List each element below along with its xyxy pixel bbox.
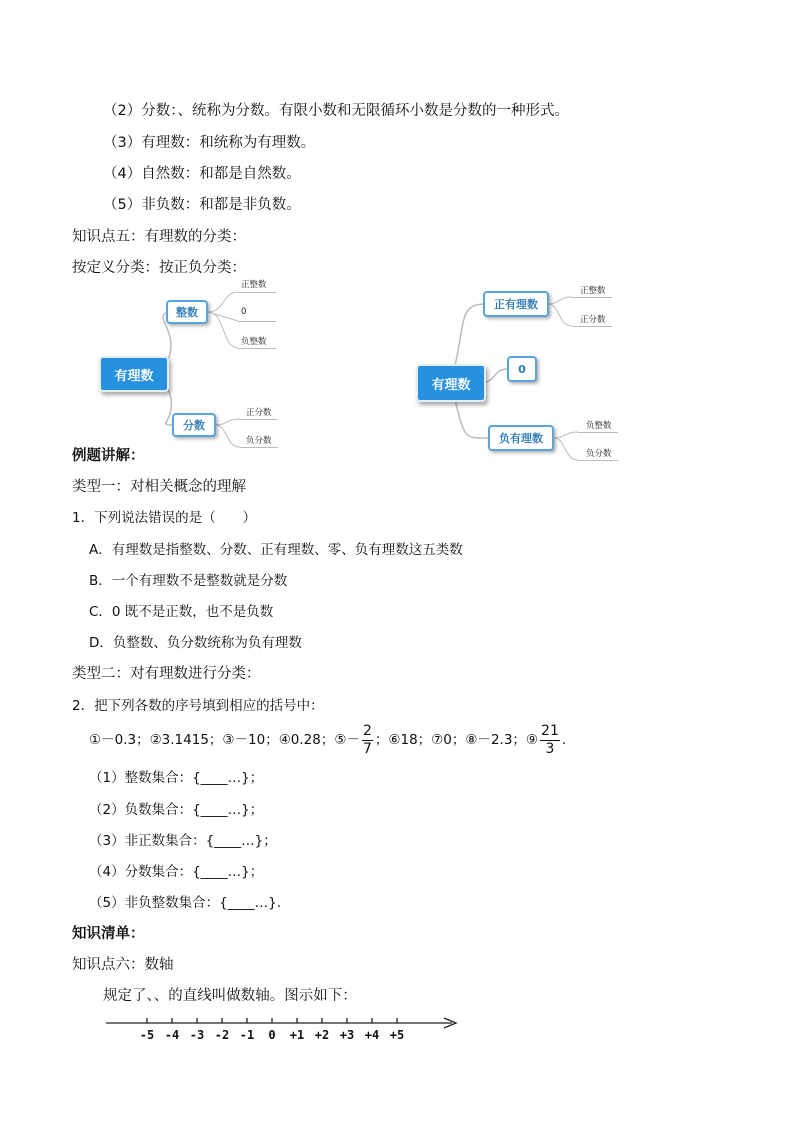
map2-leaf-positive-fraction: 正分数 [580,315,606,325]
fraction-numerator: 21 [541,722,559,739]
set-nonnegative-integers: （5）非负整数集合：{____…}. [89,895,282,911]
number-line-tick-label: +4 [364,1028,380,1042]
number-line-tick-label: +3 [339,1028,355,1042]
set-nonpositives: （3）非正数集合：{____…}； [89,833,277,849]
definition-nonnegative: （5）非负数：和都是非负数。 [103,197,301,213]
map1-leaf-negative-fraction: 负分数 [246,436,272,446]
map1-integer-node: 整数 [166,300,208,324]
number-line-tick-label: -5 [139,1028,155,1042]
map2-root-node: 有理数 [416,364,486,402]
definition-natural: （4）自然数：和都是自然数。 [103,166,301,182]
map1-fraction-node: 分数 [172,413,216,437]
option-b: B．一个有理数不是整数就是分数 [89,573,288,589]
number-line-tick-label: +1 [289,1028,305,1042]
number-list-part-2: ；⑥18；⑦0；⑧－2.3；⑨ [374,732,539,748]
number-line-tick-label: 0 [268,1028,276,1042]
map2-leaf-negative-integer: 负整数 [586,421,612,431]
knowledge-point-5: 知识点五：有理数的分类： [72,229,246,245]
number-list-part-3: . [561,732,567,748]
number-line-tick-label: -3 [189,1028,205,1042]
map1-root-node: 有理数 [99,356,169,392]
fraction-denominator: 3 [545,740,555,757]
map2-zero-node: 0 [507,356,537,382]
number-line-tick-label: +2 [314,1028,330,1042]
question-2: 2．把下列各数的序号填到相应的括号中： [72,698,324,714]
option-a: A．有理数是指整数、分数、正有理数、零、负有理数这五类数 [89,542,463,558]
map1-leaf-positive-fraction: 正分数 [246,408,272,418]
examples-heading: 例题讲解： [72,448,145,464]
map2-positive-node: 正有理数 [483,291,549,317]
classification-heading: 按定义分类：按正负分类： [72,260,246,276]
fraction-denominator: 7 [362,740,372,757]
number-line-tick-label: -2 [214,1028,230,1042]
number-list-part-1: ①－0.3；②3.1415；③－10；④0.28；⑤－ [89,732,360,748]
set-fractions: （4）分数集合：{____…}； [89,864,264,880]
map2-negative-node: 负有理数 [488,425,554,451]
definition-fraction: （2）分数：、统称为分数。有限小数和无限循环小数是分数的一种形式。 [103,103,569,119]
knowledge-point-6: 知识点六：数轴 [72,957,174,973]
map2-leaf-positive-integer: 正整数 [580,286,606,296]
number-line-tick-label: -4 [164,1028,180,1042]
option-d: D．负整数、负分数统称为负有理数 [89,635,302,651]
option-c: C．0 既不是正数，也不是负数 [89,604,274,620]
question-1: 1．下列说法错误的是（ ） [72,510,257,526]
knowledge-heading: 知识清单： [72,926,145,942]
map2-leaf-negative-fraction: 负分数 [586,449,612,459]
type-two-heading: 类型二：对有理数进行分类： [72,666,261,682]
fraction-numerator: 2 [362,722,372,739]
number-line-tick-label: +5 [389,1028,405,1042]
number-line-definition: 规定了、、的直线叫做数轴。图示如下： [103,988,357,1004]
map1-leaf-positive-integer: 正整数 [241,280,267,290]
map1-leaf-zero: 0 [241,307,247,317]
type-one-heading: 类型一：对相关概念的理解 [72,479,246,495]
set-negatives: （2）负数集合：{____…}； [89,802,264,818]
set-integers: （1）整数集合：{____…}； [89,770,264,786]
map1-leaf-negative-integer: 负整数 [241,337,267,347]
definition-rational: （3）有理数：和统称为有理数。 [103,135,316,151]
number-line-tick-label: -1 [239,1028,255,1042]
